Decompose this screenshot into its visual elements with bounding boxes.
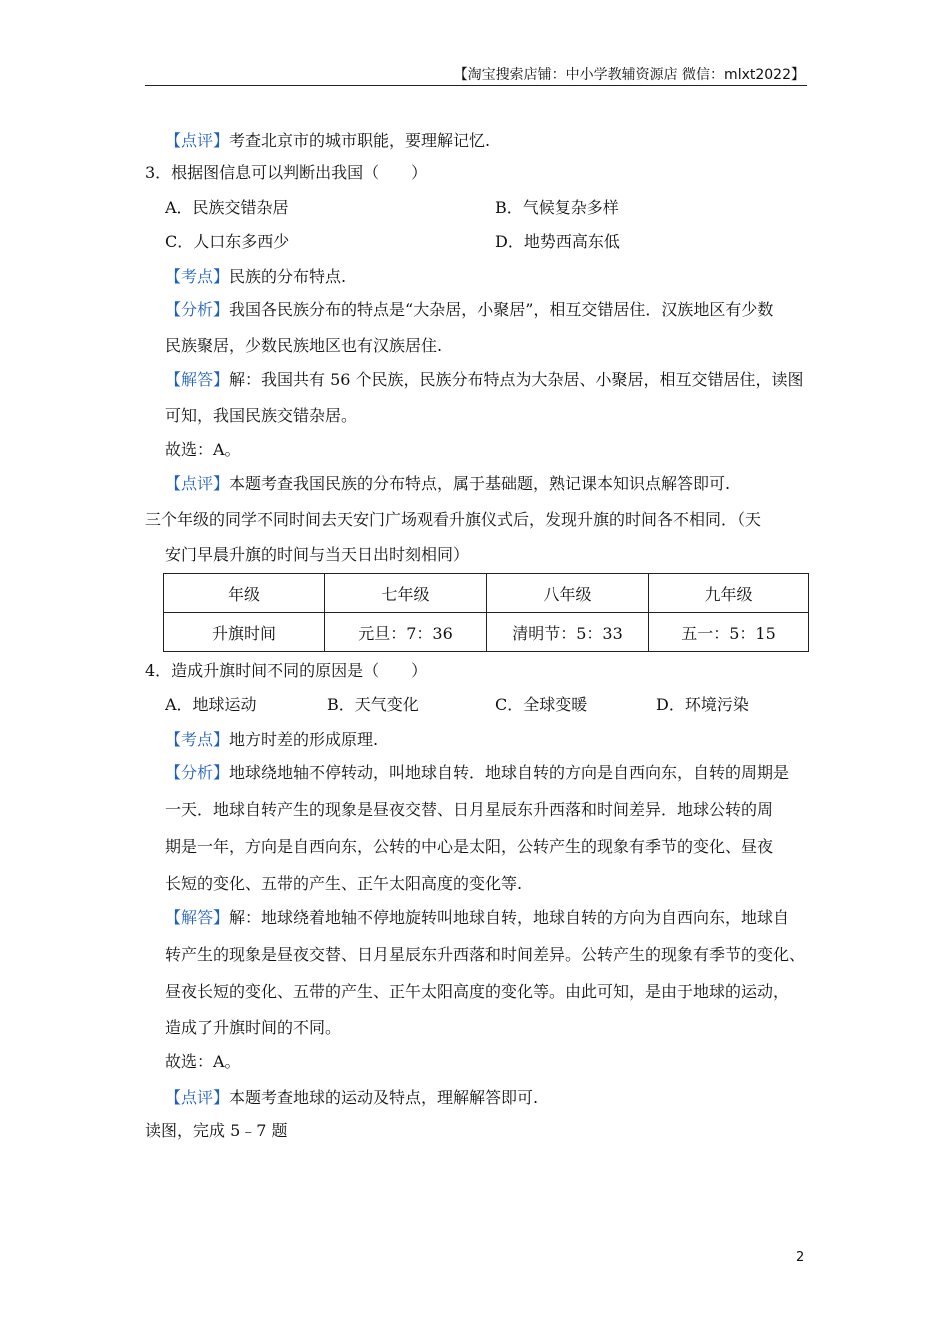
q3-dianping-line xyxy=(165,471,730,494)
q4-jieda-text-1: 解：地球绕着地轴不停地旋转叫地球自转，地球自转的方向为自西向东，地球自 xyxy=(229,908,790,927)
dianping-tag: 【点评】 xyxy=(165,131,230,150)
prev-dianping-text: 考查北京市的城市职能，要理解记忆. xyxy=(229,131,491,150)
table-header-cell: 八年级 xyxy=(487,574,649,613)
q3-option-c: C．人口东多西少 xyxy=(165,232,290,251)
q3-fenxi-line-1 xyxy=(165,297,773,320)
q4-option-a: A．地球运动 xyxy=(165,695,257,714)
q3-fenxi-line-2: 民族聚居，少数民族地区也有汉族居住. xyxy=(165,336,443,355)
header-rule xyxy=(145,85,807,86)
q4-fenxi-line-2: 一天．地球自转产生的现象是昼夜交替、日月星辰东升西落和时间差异．地球公转的周 xyxy=(165,800,774,819)
table-header-cell: 年级 xyxy=(164,574,325,613)
q3-option-b: B．气候复杂多样 xyxy=(495,198,619,217)
kaodian-tag: 【考点】 xyxy=(165,730,230,749)
q4-kaodian-line xyxy=(165,727,378,750)
q4-jieda-line-4: 造成了升旗时间的不同。 xyxy=(165,1018,342,1037)
q4-option-c: C．全球变暖 xyxy=(495,695,588,714)
table-header-cell: 七年级 xyxy=(325,574,487,613)
table-cell: 升旗时间 xyxy=(164,613,325,652)
outro-line: 读图，完成 5﹣7 题 xyxy=(145,1121,288,1140)
q3-fenxi-text-1: 我国各民族分布的特点是“大杂居，小聚居”，相互交错居住．汉族地区有少数 xyxy=(229,300,774,319)
q3-jieda-line-1 xyxy=(165,367,804,390)
q3-dianping-text: 本题考查我国民族的分布特点，属于基础题，熟记课本知识点解答即可. xyxy=(229,474,731,493)
prev-dianping-line xyxy=(165,128,490,151)
table-cell: 元旦：7：36 xyxy=(325,613,487,652)
q3-stem: 3．根据图信息可以判断出我国（ ） xyxy=(145,163,428,182)
table-header-row xyxy=(164,574,809,613)
q3-answer: 故选：A。 xyxy=(165,440,241,459)
q4-kaodian-text: 地方时差的形成原理. xyxy=(229,730,379,749)
q4-fenxi-line-3: 期是一年，方向是自西向东，公转的中心是太阳，公转产生的现象有季节的变化、昼夜 xyxy=(165,837,774,856)
jieda-tag: 【解答】 xyxy=(165,370,230,389)
table-cell: 五一：5：15 xyxy=(649,613,809,652)
table-header-cell: 九年级 xyxy=(649,574,809,613)
table-row xyxy=(164,613,809,652)
q3-option-a: A．民族交错杂居 xyxy=(165,198,289,217)
q4-fenxi-line-1 xyxy=(165,760,789,783)
q3-kaodian-line xyxy=(165,264,346,287)
sunrise-table xyxy=(163,573,809,652)
fenxi-tag: 【分析】 xyxy=(165,300,230,319)
q3-option-d: D．地势西高东低 xyxy=(495,232,620,251)
q4-stem: 4．造成升旗时间不同的原因是（ ） xyxy=(145,661,428,680)
q3-kaodian-text: 民族的分布特点. xyxy=(229,267,347,286)
intro-line-1: 三个年级的同学不同时间去天安门广场观看升旗仪式后，发现升旗的时间各不相同．（天 xyxy=(145,510,762,529)
page-number: 2 xyxy=(796,1250,805,1265)
q4-jieda-line-3: 昼夜长短的变化、五带的产生、正午太阳高度的变化等。由此可知，是由于地球的运动， xyxy=(165,982,790,1001)
kaodian-tag: 【考点】 xyxy=(165,267,230,286)
q4-option-b: B．天气变化 xyxy=(327,695,419,714)
q4-jieda-line-1 xyxy=(165,905,789,928)
table-cell: 清明节：5：33 xyxy=(487,613,649,652)
q4-dianping-line xyxy=(165,1085,538,1108)
q4-jieda-line-2: 转产生的现象是昼夜交替、日月星辰东升西落和时间差异。公转产生的现象有季节的变化、 xyxy=(165,945,806,964)
q3-jieda-line-2: 可知，我国民族交错杂居。 xyxy=(165,406,358,425)
jieda-tag: 【解答】 xyxy=(165,908,230,927)
q4-answer: 故选：A。 xyxy=(165,1052,241,1071)
q4-dianping-text: 本题考查地球的运动及特点，理解解答即可. xyxy=(229,1088,539,1107)
q4-option-d: D．环境污染 xyxy=(656,695,749,714)
intro-line-2: 安门早晨升旗的时间与当天日出时刻相同） xyxy=(165,545,470,564)
dianping-tag: 【点评】 xyxy=(165,474,230,493)
q3-jieda-text-1: 解：我国共有 56 个民族，民族分布特点为大杂居、小聚居，相互交错居住，读图 xyxy=(229,370,804,389)
dianping-tag: 【点评】 xyxy=(165,1088,230,1107)
page-header: 【淘宝搜索店铺：中小学教辅资源店 微信：mlxt2022】 xyxy=(453,67,805,83)
q4-fenxi-text-1: 地球绕地轴不停转动，叫地球自转．地球自转的方向是自西向东，自转的周期是 xyxy=(229,763,790,782)
q4-fenxi-line-4: 长短的变化、五带的产生、正午太阳高度的变化等. xyxy=(165,874,523,893)
fenxi-tag: 【分析】 xyxy=(165,763,230,782)
